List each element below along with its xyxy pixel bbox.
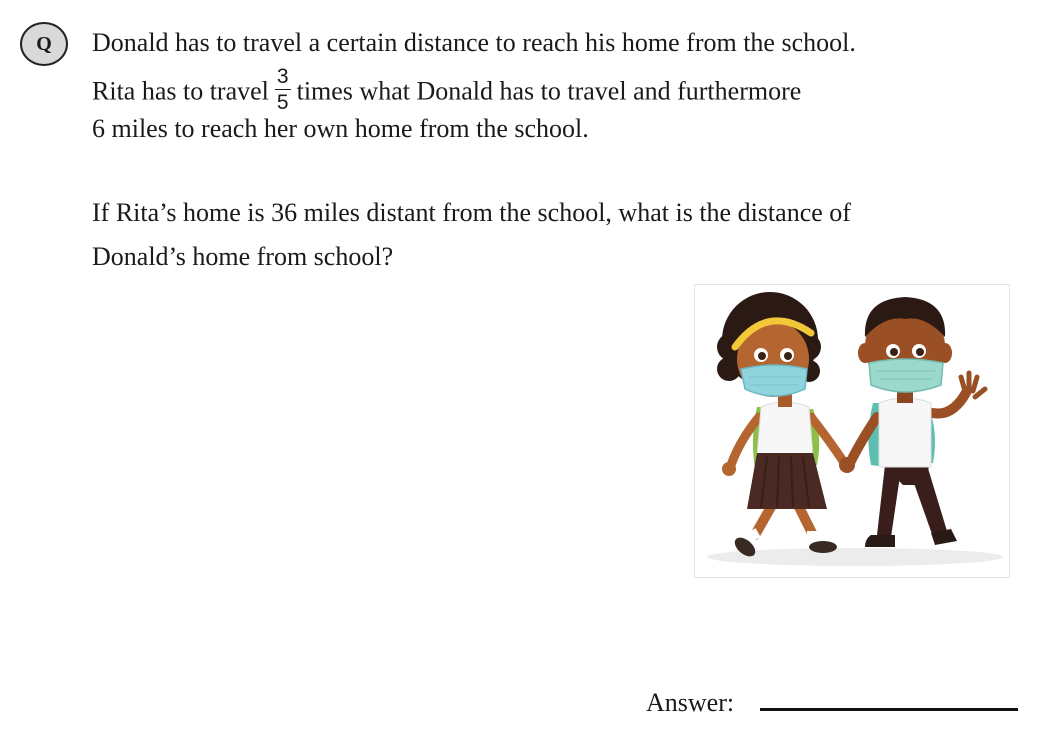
question-line-5: Donald’s home from school? [92, 242, 394, 271]
fraction-numerator: 3 [276, 65, 289, 88]
question-line-2-before: Rita has to travel [92, 76, 269, 106]
fraction [275, 66, 291, 113]
answer-blank-line[interactable] [760, 708, 1018, 711]
fraction-denominator: 5 [276, 91, 289, 114]
question-badge: Q [20, 22, 68, 66]
children-walking-masks-illustration [694, 284, 1010, 578]
answer-label: Answer: [646, 688, 735, 717]
question-line-4: If Rita’s home is 36 miles distant from the school, what is the distance of [92, 198, 851, 227]
question-line-3: 6 miles to reach her own home from the school. [92, 114, 589, 143]
question-line-1: Donald has to travel a certain distance to reach his home from the school. [92, 28, 856, 57]
question-line-2 [92, 65, 802, 117]
question-line-2-after: times what Donald has to travel and furthermore [296, 76, 802, 106]
